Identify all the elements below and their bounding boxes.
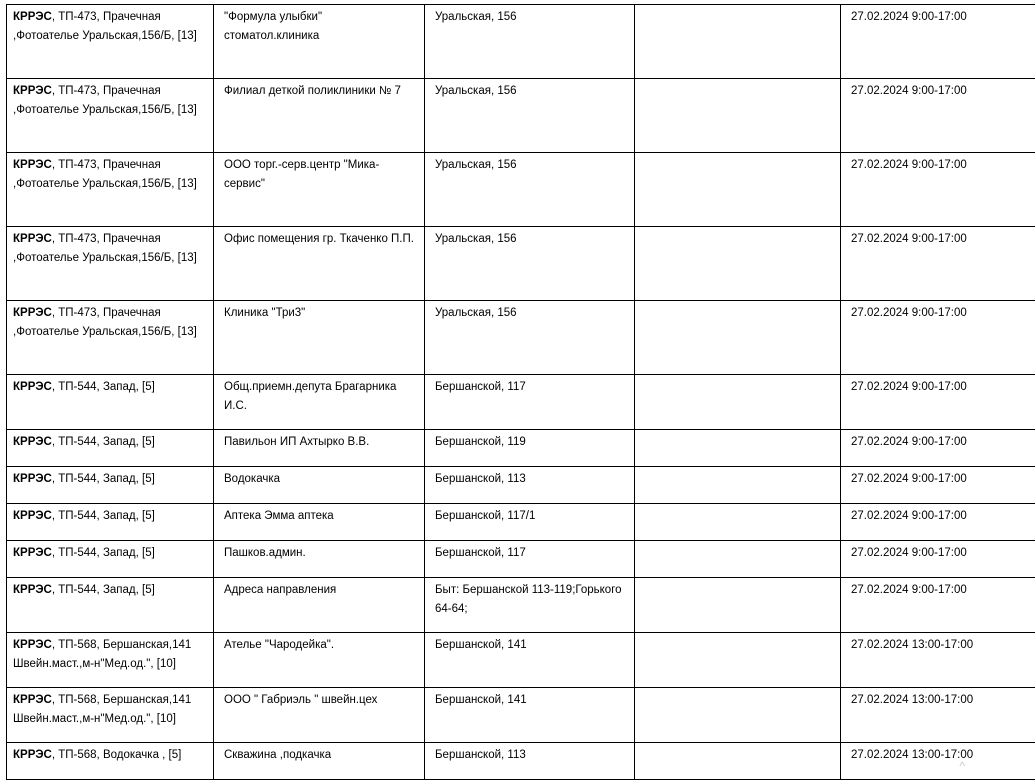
- extra-cell: [635, 5, 841, 79]
- extra-cell: [635, 467, 841, 504]
- table-row: [7, 301, 1035, 375]
- table-row: [7, 430, 1035, 467]
- table-row: [7, 375, 1035, 430]
- feeder-cell: [7, 541, 214, 578]
- time-cell: 27.02.2024 9:00-17:00: [841, 153, 1035, 227]
- extra-cell: [635, 504, 841, 541]
- org-label: КРРЭС: [13, 639, 52, 651]
- address-cell: Уральская, 156: [425, 153, 635, 227]
- outage-table: [6, 4, 1035, 780]
- consumer-cell: Филиал деткой поликлиники № 7: [214, 79, 425, 153]
- time-cell: 27.02.2024 9:00-17:00: [841, 504, 1035, 541]
- org-label: КРРЭС: [13, 510, 52, 522]
- table-row: [7, 467, 1035, 504]
- consumer-cell: Водокачка: [214, 467, 425, 504]
- time-cell: 27.02.2024 9:00-17:00: [841, 578, 1035, 633]
- time-cell: 27.02.2024 9:00-17:00: [841, 227, 1035, 301]
- extra-cell: [635, 688, 841, 743]
- feeder-text: , ТП-473, Прачечная ,Фотоателье Уральская,156/Б, [13]: [13, 11, 197, 42]
- feeder-cell: [7, 633, 214, 688]
- consumer-cell: Аптека Эмма аптека: [214, 504, 425, 541]
- feeder-text: , ТП-568, Бершанская,141 Швейн.маст.,м-н"Мед.од.", [10]: [13, 694, 191, 725]
- feeder-cell: [7, 688, 214, 743]
- address-cell: Быт: Бершанской 113-119;Горького 64-64;: [425, 578, 635, 633]
- feeder-cell: [7, 375, 214, 430]
- consumer-cell: Общ.приемн.депута Брагарника И.С.: [214, 375, 425, 430]
- address-cell: Уральская, 156: [425, 301, 635, 375]
- table-row: [7, 743, 1035, 780]
- feeder-text: , ТП-544, Запад, [5]: [52, 436, 155, 448]
- address-cell: Бершанской, 117/1: [425, 504, 635, 541]
- feeder-cell: [7, 578, 214, 633]
- table-row: [7, 688, 1035, 743]
- feeder-text: , ТП-544, Запад, [5]: [52, 381, 155, 393]
- time-cell: 27.02.2024 13:00-17:00: [841, 688, 1035, 743]
- consumer-cell: Офис помещения гр. Ткаченко П.П.: [214, 227, 425, 301]
- feeder-cell: [7, 430, 214, 467]
- extra-cell: [635, 227, 841, 301]
- org-label: КРРЭС: [13, 85, 52, 97]
- consumer-cell: "Формула улыбки" стоматол.клиника: [214, 5, 425, 79]
- feeder-text: , ТП-473, Прачечная ,Фотоателье Уральская,156/Б, [13]: [13, 233, 197, 264]
- feeder-cell: [7, 743, 214, 780]
- feeder-cell: [7, 79, 214, 153]
- consumer-cell: Ателье "Чародейка".: [214, 633, 425, 688]
- feeder-text: , ТП-568, Бершанская,141 Швейн.маст.,м-н"Мед.од.", [10]: [13, 639, 191, 670]
- address-cell: Уральская, 156: [425, 5, 635, 79]
- time-cell: 27.02.2024 13:00-17:00: [841, 743, 1035, 780]
- time-cell: 27.02.2024 9:00-17:00: [841, 301, 1035, 375]
- feeder-cell: [7, 467, 214, 504]
- time-cell: 27.02.2024 9:00-17:00: [841, 79, 1035, 153]
- feeder-text: , ТП-544, Запад, [5]: [52, 584, 155, 596]
- feeder-text: , ТП-473, Прачечная ,Фотоателье Уральская,156/Б, [13]: [13, 307, 197, 338]
- extra-cell: [635, 375, 841, 430]
- table-row: [7, 504, 1035, 541]
- extra-cell: [635, 153, 841, 227]
- consumer-cell: ООО торг.-серв.центр "Мика-сервис": [214, 153, 425, 227]
- time-cell: 27.02.2024 9:00-17:00: [841, 5, 1035, 79]
- table-row: [7, 578, 1035, 633]
- address-cell: Уральская, 156: [425, 79, 635, 153]
- feeder-cell: [7, 227, 214, 301]
- org-label: КРРЭС: [13, 436, 52, 448]
- table-row: [7, 5, 1035, 79]
- table-row: [7, 227, 1035, 301]
- org-label: КРРЭС: [13, 547, 52, 559]
- org-label: КРРЭС: [13, 233, 52, 245]
- consumer-cell: Адреса направления: [214, 578, 425, 633]
- address-cell: Бершанской, 117: [425, 375, 635, 430]
- address-cell: Бершанской, 113: [425, 467, 635, 504]
- feeder-cell: [7, 5, 214, 79]
- feeder-cell: [7, 153, 214, 227]
- org-label: КРРЭС: [13, 11, 52, 23]
- feeder-text: , ТП-568, Водокачка , [5]: [52, 749, 181, 761]
- feeder-text: , ТП-544, Запад, [5]: [52, 547, 155, 559]
- time-cell: 27.02.2024 13:00-17:00: [841, 633, 1035, 688]
- extra-cell: [635, 430, 841, 467]
- table-row: [7, 153, 1035, 227]
- time-cell: 27.02.2024 9:00-17:00: [841, 541, 1035, 578]
- consumer-cell: Пашков.админ.: [214, 541, 425, 578]
- org-label: КРРЭС: [13, 749, 52, 761]
- feeder-cell: [7, 301, 214, 375]
- address-cell: Бершанской, 119: [425, 430, 635, 467]
- consumer-cell: ООО " Габриэль " швейн.цех: [214, 688, 425, 743]
- org-label: КРРЭС: [13, 694, 52, 706]
- table-row: [7, 541, 1035, 578]
- extra-cell: [635, 541, 841, 578]
- extra-cell: [635, 578, 841, 633]
- address-cell: Бершанской, 117: [425, 541, 635, 578]
- extra-cell: [635, 79, 841, 153]
- address-cell: Бершанской, 141: [425, 633, 635, 688]
- time-cell: 27.02.2024 9:00-17:00: [841, 467, 1035, 504]
- org-label: КРРЭС: [13, 473, 52, 485]
- extra-cell: [635, 633, 841, 688]
- org-label: КРРЭС: [13, 381, 52, 393]
- address-cell: Уральская, 156: [425, 227, 635, 301]
- address-cell: Бершанской, 141: [425, 688, 635, 743]
- feeder-text: , ТП-473, Прачечная ,Фотоателье Уральская,156/Б, [13]: [13, 85, 197, 116]
- org-label: КРРЭС: [13, 307, 52, 319]
- consumer-cell: Павильон ИП Ахтырко В.В.: [214, 430, 425, 467]
- address-cell: Бершанской, 113: [425, 743, 635, 780]
- consumer-cell: Скважина ,подкачка: [214, 743, 425, 780]
- time-cell: 27.02.2024 9:00-17:00: [841, 375, 1035, 430]
- consumer-cell: Клиника "Три3": [214, 301, 425, 375]
- table-row: [7, 79, 1035, 153]
- feeder-text: , ТП-544, Запад, [5]: [52, 510, 155, 522]
- org-label: КРРЭС: [13, 584, 52, 596]
- table-row: [7, 633, 1035, 688]
- org-label: КРРЭС: [13, 159, 52, 171]
- time-cell: 27.02.2024 9:00-17:00: [841, 430, 1035, 467]
- extra-cell: [635, 301, 841, 375]
- extra-cell: [635, 743, 841, 780]
- scroll-up-icon[interactable]: ^: [959, 759, 965, 773]
- feeder-text: , ТП-544, Запад, [5]: [52, 473, 155, 485]
- feeder-text: , ТП-473, Прачечная ,Фотоателье Уральская,156/Б, [13]: [13, 159, 197, 190]
- feeder-cell: [7, 504, 214, 541]
